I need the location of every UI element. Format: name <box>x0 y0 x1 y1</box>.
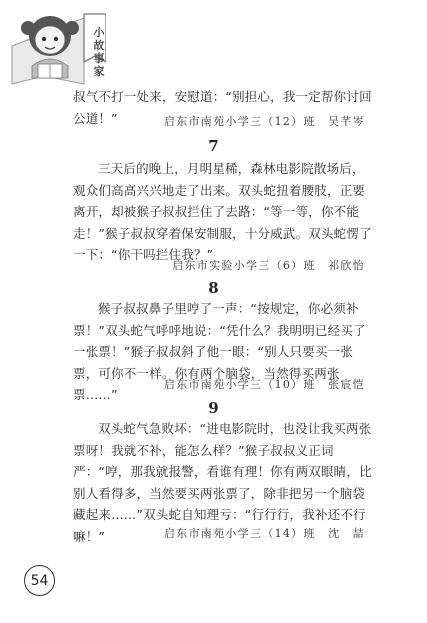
section-number-7: 7 <box>208 137 219 155</box>
story-badge <box>10 6 106 88</box>
section-number-9: 9 <box>208 399 219 417</box>
paragraph-7: 三天后的晚上，月明星稀，森林电影院散场后，观众们高高兴兴地走了出来。双头蛇扭着腰肢，正要离开，却被猴子叔叔拦住了去路：“等一等，你不能走！”猴子叔叔穿着保安制服，十分威武。双头蛇愣了一下：“你干吗拦住我？” <box>73 161 372 262</box>
byline-intro: 启东市南苑小学三（12）班 吴芊岑 <box>163 115 365 128</box>
page-number: 54 <box>24 565 55 596</box>
byline-7: 启东市实验小学三（6）班 祁欣怡 <box>172 259 365 272</box>
paragraph-intro: 叔气不打一处来，安慰道：“别担心，我一定帮你讨回公道！” <box>73 89 372 126</box>
section-number-8: 8 <box>208 279 219 297</box>
byline-8: 启东市南苑小学三（10）班 张宸恺 <box>163 378 365 391</box>
paragraph-9: 双头蛇气急败坏：“进电影院时，也没让我买两张票呀！我就不补，能怎么样？”猴子叔叔义正词严：“哼，那我就报警，看谁有理！你有两双眼睛，比别人看得多，当然要买两张票了，除非把另一个脑袋藏起来……”双头蛇自知理亏：“行行行，我补还不行嘛！” <box>73 421 372 544</box>
byline-9: 启东市南苑小学三（14）班 沈 喆 <box>163 527 365 540</box>
paragraph-8: 猴子叔叔鼻子里哼了一声：“按规定，你必须补票！”双头蛇气呼呼地说：“凭什么？我明明已经买了一张票！”猴子叔叔斜了他一眼：“别人只要买一张票，可你不一样。你有两个脑袋，当然得买两张票……” <box>73 301 366 402</box>
badge-label: 小故事家 <box>93 26 105 78</box>
